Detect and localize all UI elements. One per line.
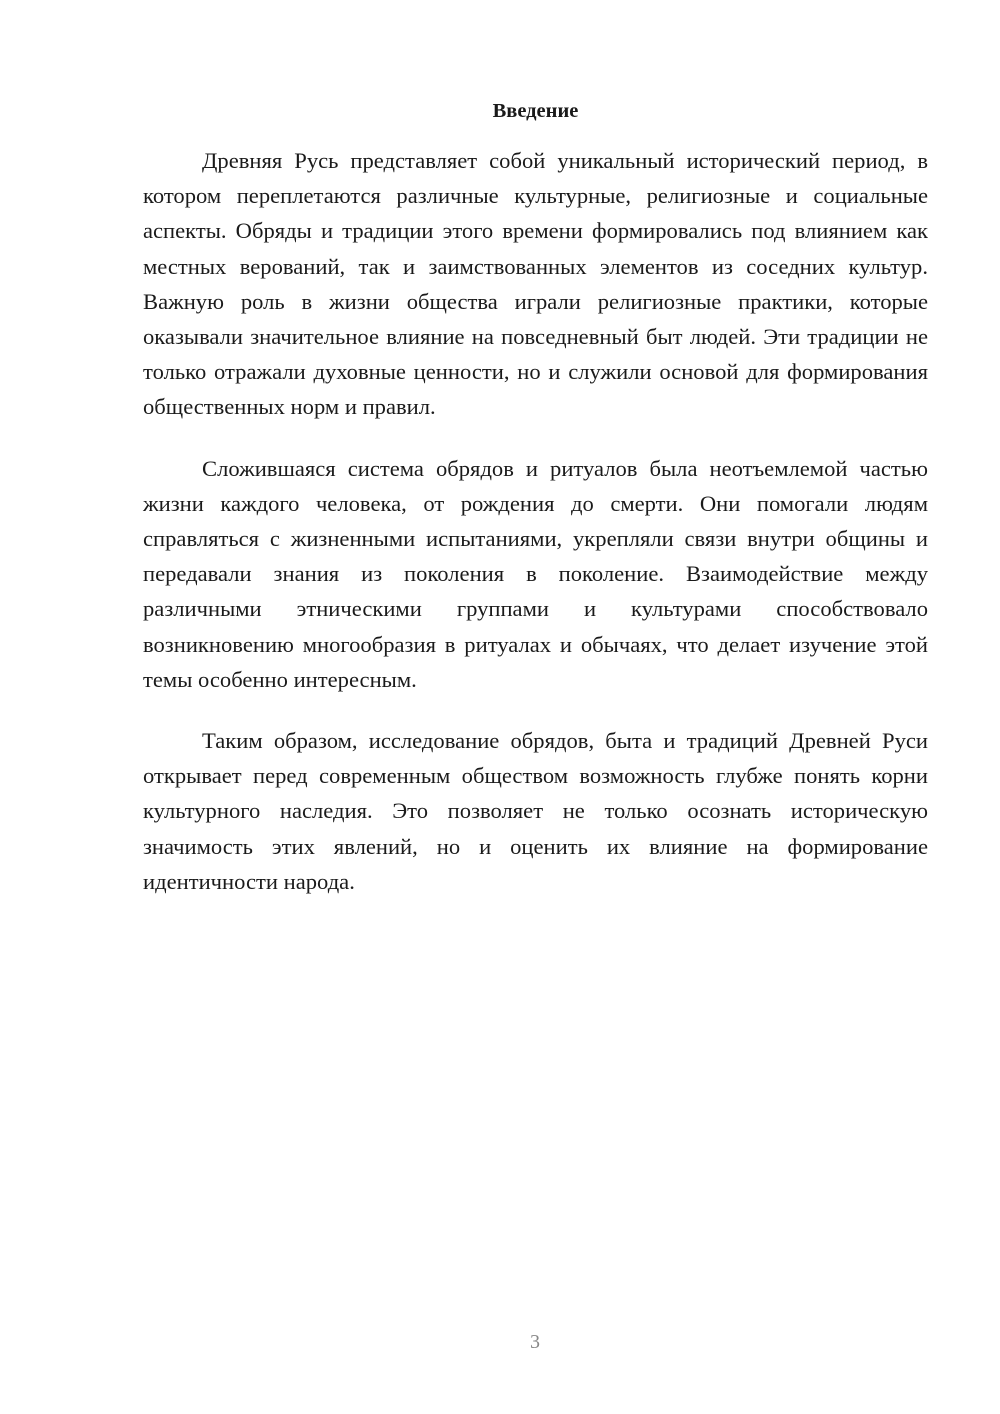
section-title: Введение — [492, 100, 579, 122]
page-number: 3 — [530, 1331, 540, 1353]
page-content — [143, 96, 928, 925]
paragraph-3: Таким образом, исследование обрядов, быта и традиций Древней Руси открывает перед современным обществом возможность глубже понять корни культурного наследия. Это позволяет не только осознать историческую значимость этих явлений, но и оценить их влияние на формирование идентичности народа. — [143, 728, 928, 894]
paragraph-1: Древняя Русь представляет собой уникальный исторический период, в котором переплетаются различные культурные, религиозные и социальные аспекты. Обряды и традиции этого времени формировались под влиянием как местных верований, так и заимствованных элементов из соседних культур. Важную роль в жизни общества играли религиозные практики, которые оказывали значительное влияние на повседневный быт людей. Эти традиции не только отражали духовные ценности, но и служили основой для формирования общественных норм и правил. — [143, 148, 928, 420]
paragraph-2: Сложившаяся система обрядов и ритуалов была неотъемлемой частью жизни каждого человека, от рождения до смерти. Они помогали людям справляться с жизненными испытаниями, укрепляли связи внутри общины и передавали знания из поколения в поколение. Взаимодействие между различными этническими группами и культурами способствовало возникновению многообразия в ритуалах и обычаях, что делает изучение этой темы особенно интересным. — [143, 455, 928, 692]
